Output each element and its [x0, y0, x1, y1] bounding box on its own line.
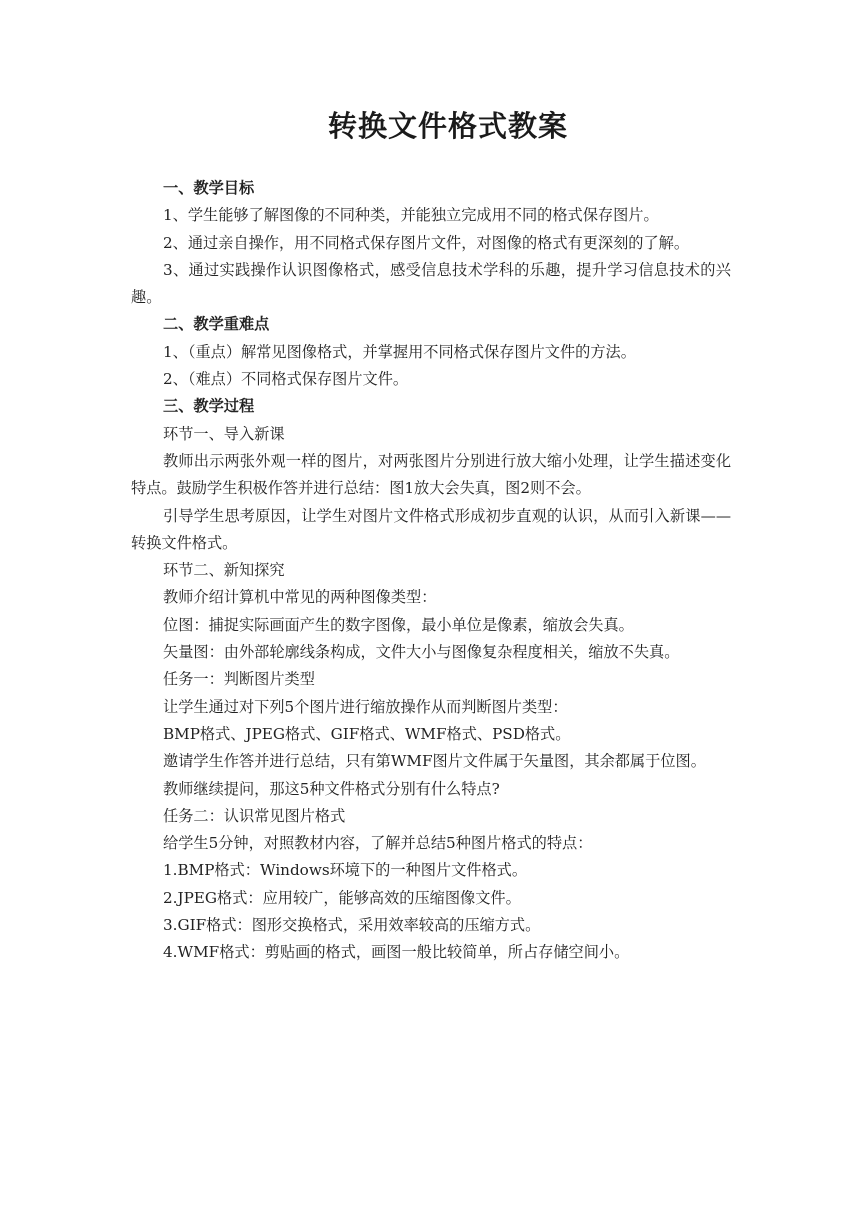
paragraph: 1、（重点）解常见图像格式，并掌握用不同格式保存图片文件的方法。	[163, 342, 636, 361]
paragraph: 教师出示两张外观一样的图片，对两张图片分别进行放大缩小处理，让学生描述变化特点。鼓励学生积极作答并进行总结：图1放大会失真，图2则不会。	[131, 451, 731, 498]
paragraph: BMP格式、JPEG格式、GIF格式、WMF格式、PSD格式。	[163, 724, 571, 743]
paragraph: 任务二：认识常见图片格式	[163, 806, 346, 825]
paragraph: 1.BMP格式：Windows环境下的一种图片文件格式。	[163, 861, 528, 880]
paragraph: 教师介绍计算机中常见的两种图像类型：	[163, 588, 437, 607]
section-heading-process: 三、教学过程	[163, 397, 255, 416]
paragraph: 矢量图：由外部轮廓线条构成，文件大小与图像复杂程度相关，缩放不失真。	[163, 643, 680, 662]
paragraph: 任务一：判断图片类型	[163, 670, 315, 689]
section-heading-objectives: 一、教学目标	[163, 179, 255, 197]
paragraph: 2、（难点）不同格式保存图片文件。	[163, 370, 409, 389]
paragraph: 给学生5分钟，对照教材内容，了解并总结5种图片格式的特点：	[163, 834, 593, 853]
paragraph: 1、学生能够了解图像的不同种类，并能独立完成用不同的格式保存图片。	[163, 206, 659, 225]
document-title: 转换文件格式教案	[327, 109, 568, 143]
paragraph: 3、通过实践操作认识图像格式，感受信息技术学科的乐趣，提升学习信息技术的兴趣。	[131, 260, 731, 307]
paragraph: 2.JPEG格式：应用较广，能够高效的压缩图像文件。	[163, 888, 521, 907]
paragraph: 位图：捕捉实际画面产生的数字图像，最小单位是像素，缩放会失真。	[163, 615, 634, 634]
document-body	[131, 175, 731, 967]
section-heading-key-points: 二、教学重难点	[163, 315, 270, 334]
paragraph: 3.GIF格式：图形交换格式，采用效率较高的压缩方式。	[163, 916, 541, 935]
paragraph: 2、通过亲自操作，用不同格式保存图片文件，对图像的格式有更深刻的了解。	[163, 233, 690, 252]
paragraph: 教师继续提问，那这5种文件格式分别有什么特点?	[163, 779, 500, 798]
paragraph: 环节一、导入新课	[163, 424, 285, 443]
paragraph: 4.WMF格式：剪贴画的格式，画图一般比较简单，所占存储空间小。	[163, 943, 630, 962]
paragraph: 邀请学生作答并进行总结，只有第WMF图片文件属于矢量图，其余都属于位图。	[163, 752, 706, 771]
paragraph: 引导学生思考原因，让学生对图片文件格式形成初步直观的认识，从而引入新课——转换文件格式。	[131, 506, 731, 552]
paragraph: 让学生通过对下列5个图片进行缩放操作从而判断图片类型：	[163, 697, 568, 716]
paragraph: 环节二、新知探究	[163, 561, 285, 580]
